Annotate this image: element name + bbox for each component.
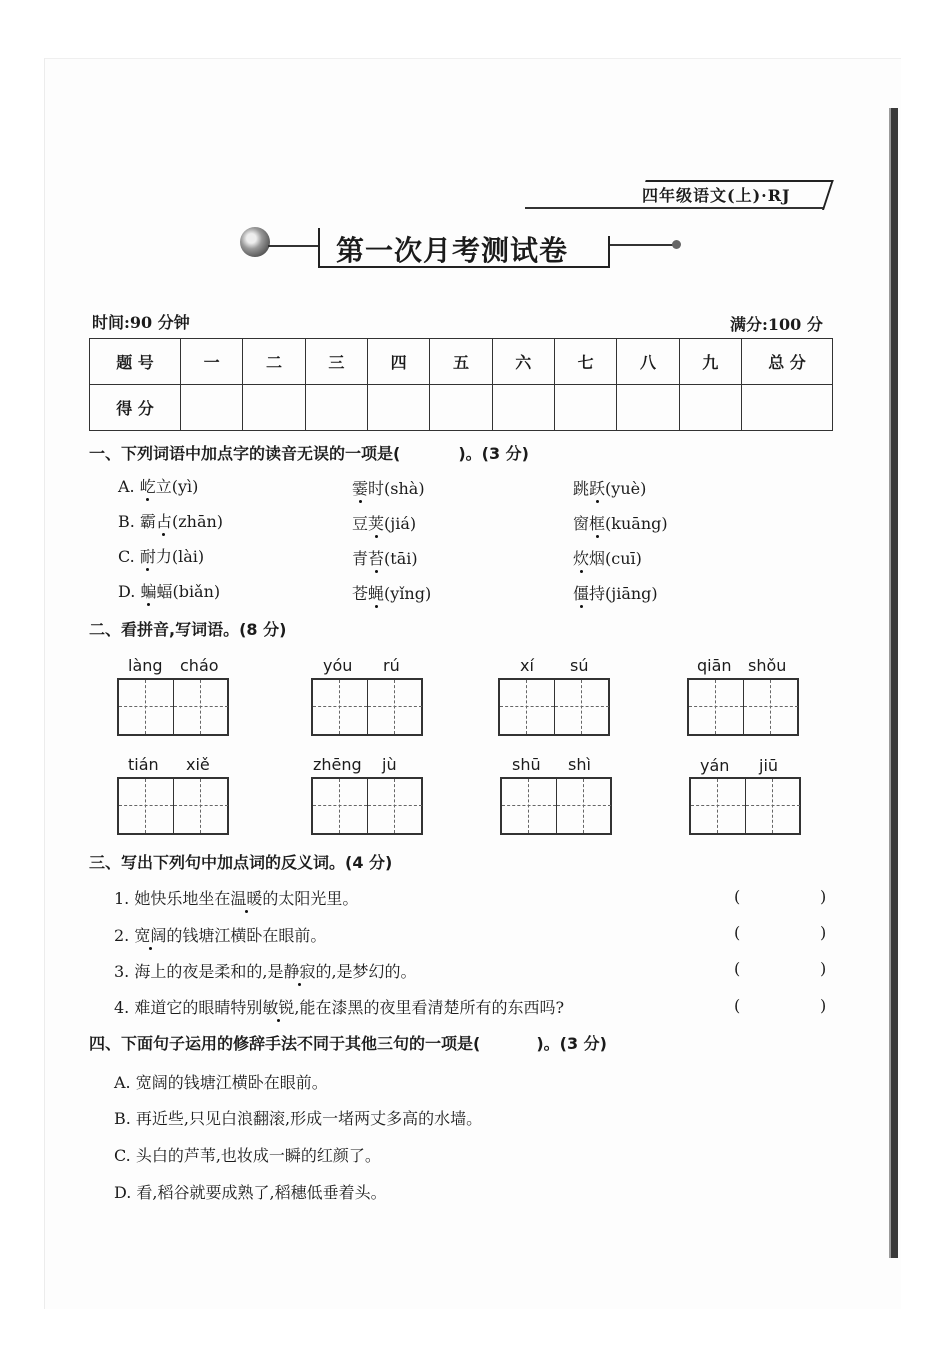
header-cell: 三 (305, 339, 367, 385)
title-line-left (268, 245, 318, 247)
pinyin: sú (570, 656, 589, 675)
score-cell[interactable] (554, 385, 616, 431)
score-cell[interactable] (617, 385, 679, 431)
header-cell: 四 (367, 339, 429, 385)
answer-paren-close: ) (820, 887, 827, 906)
pinyin: rú (383, 656, 400, 675)
exam-full-score: 满分:100 分 (730, 315, 823, 334)
score-cell[interactable] (430, 385, 492, 431)
q1-option-a-word2: 霎时(shà) (352, 479, 425, 498)
pinyin: zhēng (313, 755, 362, 774)
pinyin: yóu (323, 656, 353, 675)
tianzige-box[interactable] (498, 678, 610, 736)
pinyin: shū (512, 755, 541, 774)
pinyin: shì (568, 755, 591, 774)
pinyin: jù (382, 755, 397, 774)
header-cell: 六 (492, 339, 554, 385)
q4-option-c[interactable]: C. 头白的芦苇,也妆成一瞬的红颜了。 (114, 1146, 381, 1165)
q1-option-d[interactable]: D. 蝙蝠(biǎn) (118, 582, 221, 601)
q1-title-text: 一、下列词语中加点字的读音无误的一项是( (89, 444, 401, 463)
title-line-right (610, 244, 676, 246)
score-table-score-row (90, 385, 833, 431)
q1-option-c-word2: 青苔(tāi) (352, 549, 418, 568)
header-cell: 八 (617, 339, 679, 385)
tianzige-box[interactable] (311, 777, 423, 835)
q4-option-a[interactable]: A. 宽阔的钱塘江横卧在眼前。 (114, 1073, 328, 1092)
tianzige-box[interactable] (689, 777, 801, 835)
tianzige-box[interactable] (117, 678, 229, 736)
answer-paren-close: ) (820, 959, 827, 978)
q1-option-b[interactable]: B. 霸占(zhān) (118, 512, 224, 531)
q4-option-d[interactable]: D. 看,稻谷就要成熟了,稻穗低垂着头。 (114, 1183, 387, 1202)
header-cell: 五 (430, 339, 492, 385)
pinyin: xí (520, 656, 534, 675)
q1-option-b-word2: 豆荚(jiá) (352, 514, 417, 533)
q1-option-d-word3: 僵持(jiāng) (573, 584, 658, 603)
q1-title (89, 441, 529, 464)
score-cell[interactable] (305, 385, 367, 431)
q1-option-a-word3: 跳跃(yuè) (573, 479, 647, 498)
q3-sentence-3: 3. 海上的夜是柔和的,是静寂的,是梦幻的。 (114, 962, 417, 981)
pinyin: làng (128, 656, 163, 675)
tianzige-box[interactable] (311, 678, 423, 736)
title-ornament-icon (240, 227, 270, 257)
header-cell: 七 (554, 339, 616, 385)
q1-option-c[interactable]: C. 耐力(lài) (118, 547, 205, 566)
grade-label: 四年级语文(上)·RJ (642, 186, 791, 205)
q3-sentence-2: 2. 宽阔的钱塘江横卧在眼前。 (114, 926, 327, 945)
row-label: 得 分 (90, 385, 181, 431)
pinyin: yán (700, 756, 730, 775)
q1-option-d-word2: 苍蝇(yǐng) (352, 584, 432, 603)
header-cell: 题 号 (90, 339, 181, 385)
score-table (89, 338, 833, 431)
score-cell[interactable] (243, 385, 305, 431)
header-rule (525, 207, 823, 209)
title-frame-right (608, 236, 610, 266)
q4-title-text: 四、下面句子运用的修辞手法不同于其他三句的一项是( (89, 1034, 481, 1053)
answer-paren-open: ( (734, 959, 741, 978)
answer-paren-open: ( (734, 887, 741, 906)
tianzige-box[interactable] (117, 777, 229, 835)
title-dot-icon (672, 240, 681, 249)
q4-title-suffix: )。(3 分) (536, 1034, 607, 1053)
tianzige-box[interactable] (500, 777, 612, 835)
pinyin: cháo (180, 656, 219, 675)
header-cell: 总 分 (742, 339, 833, 385)
q3-sentence-1: 1. 她快乐地坐在温暖的太阳光里。 (114, 889, 359, 908)
pinyin: shǒu (748, 656, 787, 675)
q1-title-suffix: )。(3 分) (458, 444, 529, 463)
score-cell[interactable] (679, 385, 741, 431)
q1-option-b-word3: 窗框(kuāng) (573, 514, 668, 533)
score-cell[interactable] (367, 385, 429, 431)
q4-title (89, 1031, 607, 1054)
answer-paren-close: ) (820, 923, 827, 942)
answer-paren-close: ) (820, 996, 827, 1015)
score-cell[interactable] (742, 385, 833, 431)
q3-title: 三、写出下列句中加点词的反义词。(4 分) (89, 853, 393, 872)
q1-option-c-word3: 炊烟(cuī) (573, 549, 642, 568)
score-cell[interactable] (181, 385, 243, 431)
exam-time: 时间:90 分钟 (92, 313, 190, 332)
pinyin: xiě (186, 755, 210, 774)
tianzige-box[interactable] (687, 678, 799, 736)
q3-sentence-4: 4. 难道它的眼睛特别敏锐,能在漆黑的夜里看清楚所有的东西吗? (114, 998, 565, 1017)
pinyin: jiū (759, 756, 779, 775)
score-cell[interactable] (492, 385, 554, 431)
score-table-header-row (90, 339, 833, 385)
header-cell: 二 (243, 339, 305, 385)
answer-paren-open: ( (734, 996, 741, 1015)
page-title: 第一次月考测试卷 (336, 234, 569, 267)
q4-option-b[interactable]: B. 再近些,只见白浪翻滚,形成一堵两丈多高的水墙。 (114, 1109, 483, 1128)
q1-option-a[interactable]: A. 屹立(yì) (118, 477, 199, 496)
pinyin: qiān (697, 656, 732, 675)
q2-title: 二、看拼音,写词语。(8 分) (89, 620, 287, 639)
header-cell: 九 (679, 339, 741, 385)
header-cell: 一 (181, 339, 243, 385)
scan-edge (891, 108, 898, 1258)
answer-paren-open: ( (734, 923, 741, 942)
pinyin: tián (128, 755, 159, 774)
